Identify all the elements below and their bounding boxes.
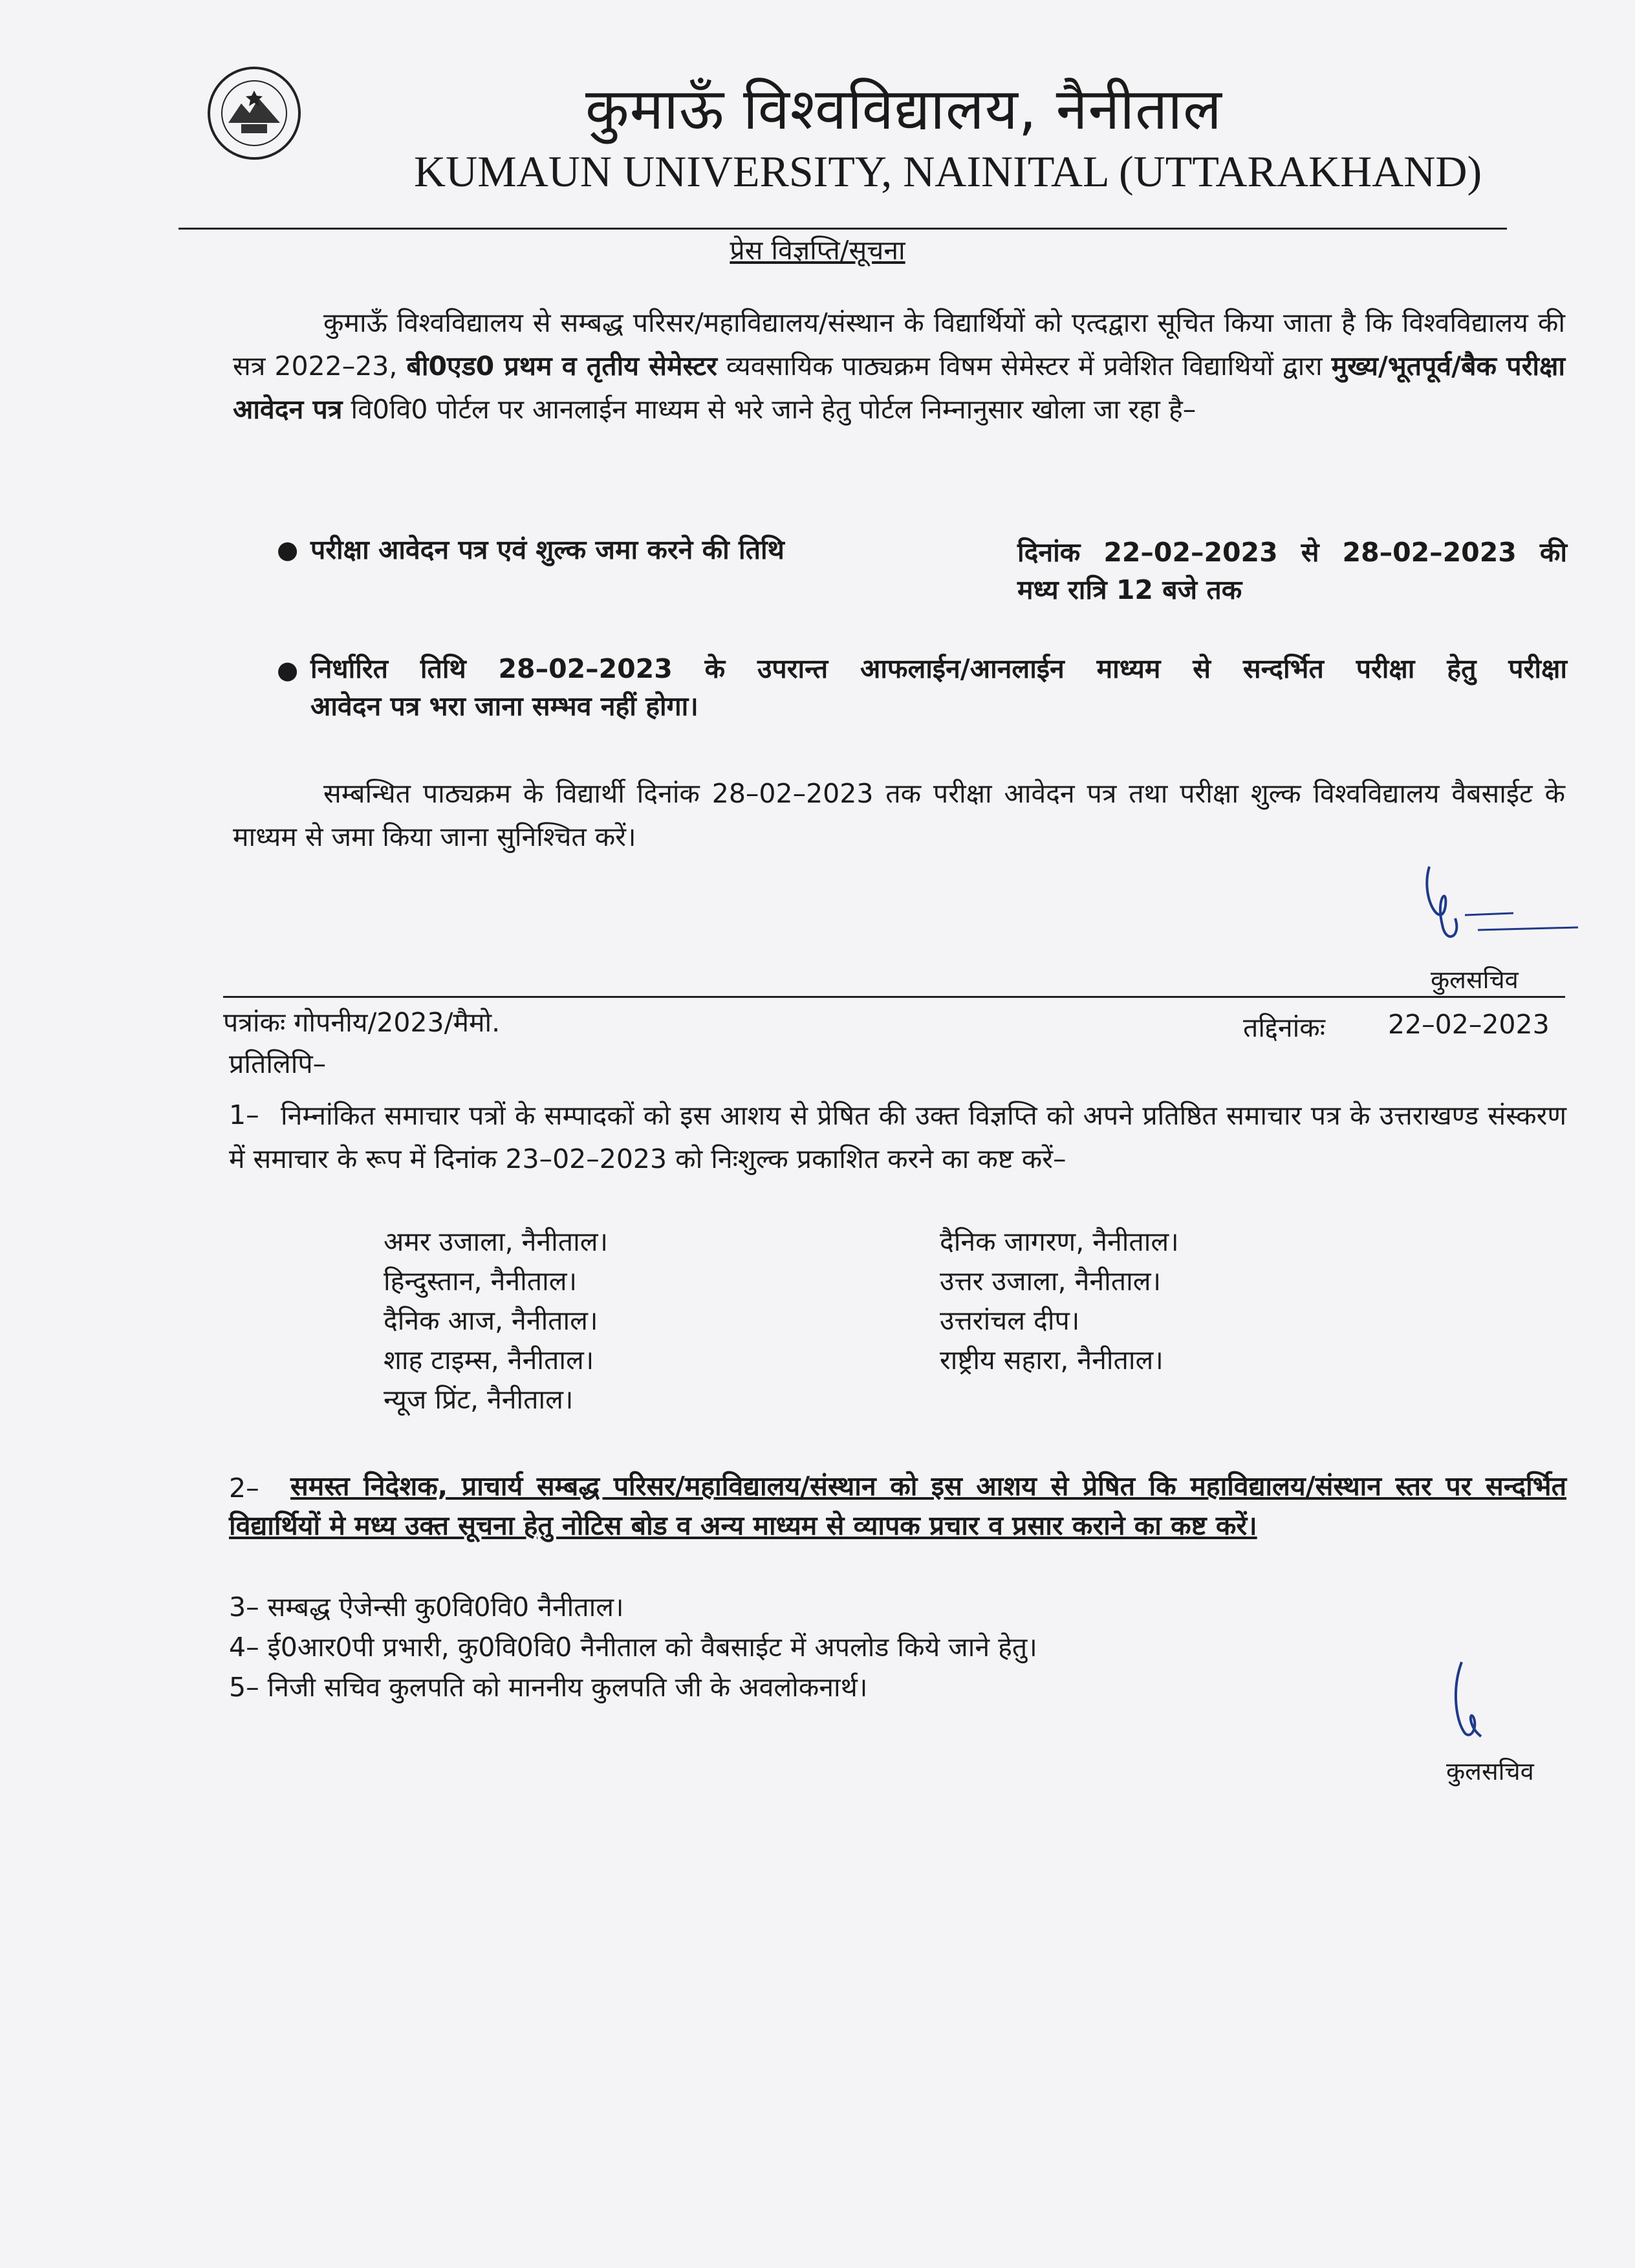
list-item: शाह टाइम्स, नैनीताल।: [384, 1345, 594, 1376]
copy-item-5: 5– निजी सचिव कुलपति को माननीय कुलपति जी के अवलोकनार्थ।: [229, 1672, 868, 1703]
list-item: उत्तर उजाला, नैनीताल।: [940, 1266, 1162, 1297]
newspaper-list-left: [384, 1222, 608, 1420]
date-value: 22–02–2023: [1388, 1009, 1550, 1040]
letter-number: पत्रांकः गोपनीय/2023/मैमो.: [223, 1007, 501, 1038]
list-item: उत्तरांचल दीप।: [940, 1305, 1080, 1336]
bullet-2-line-1: निर्धारित तिथि 28–02–2023 के उपरान्त आफलाईन/आनलाईन माध्यम से सन्दर्भित परीक्षा हेतु परीक्षा: [310, 653, 1567, 684]
list-item: अमर उजाला, नैनीताल।: [384, 1226, 609, 1257]
university-name-english: KUMAUN UNIVERSITY, NAINITAL (UTTARAKHAND): [414, 147, 1482, 196]
signature-mark: [1416, 860, 1585, 960]
header-divider: [179, 228, 1507, 230]
copy-item-2-number: 2–: [229, 1473, 259, 1504]
copy-item-3: 3– सम्बद्ध ऐजेन्सी कु0वि0वि0 नैनीताल।: [229, 1592, 624, 1623]
copy-item-1-number: 1–: [229, 1099, 259, 1130]
intro-paragraph: कुमाऊँ विश्वविद्यालय से सम्बद्ध परिसर/महाविद्यालय/संस्थान के विद्यार्थियों को एत्दद्वारा सूचित किया जाता है कि विश्वविद्यालय की सत्र 2022–23, बी0एड0 प्रथम व तृतीय सेमेस्टर व्यवसायिक पाठ्यक्रम विषम सेमेस्टर में प्रवेशित विद्याथियों द्वारा मुख्य/भूतपूर्व/बैक परीक्षा आवेदन पत्र वि0वि0 पोर्टल पर आनलाईन माध्यम से भरे जाने हेतु पोर्टल निम्नानुसार खोला जा रहा है–: [233, 307, 1565, 425]
signatory-title: कुलसचिव: [1431, 966, 1519, 994]
date-label: तद्दिनांकः: [1243, 1012, 1325, 1043]
bullet-2-line-2: आवेदन पत्र भरा जाना सम्भव नहीं होगा।: [310, 691, 698, 722]
list-item: दैनिक जागरण, नैनीताल।: [940, 1226, 1179, 1257]
list-item: न्यूज प्रिंट, नैनीताल।: [384, 1384, 574, 1415]
university-seal-icon: [206, 65, 303, 162]
newspaper-list-right: [940, 1222, 1179, 1380]
copy-item-2-text: समस्त निदेशक, प्राचार्य सम्बद्ध परिसर/महाविद्यालय/संस्थान को इस आशय से प्रेषित कि महाविद्यालय/संस्थान स्तर पर सन्दर्भित विद्यार्थियों मे मध्य उक्त सूचना हेतु नोटिस बोड व अन्य माध्यम से व्यापक प्रचार व प्रसार कराने का कष्ट करें।: [229, 1471, 1566, 1541]
signatory-title: कुलसचिव: [1446, 1757, 1534, 1786]
list-item: दैनिक आज, नैनीताल।: [384, 1305, 598, 1336]
bullet-icon: ●: [277, 535, 299, 564]
bullet-1-label: परीक्षा आवेदन पत्र एवं शुल्क जमा करने की तिथि: [310, 534, 785, 565]
section-divider: [223, 996, 1565, 998]
bullet-icon: ●: [277, 656, 299, 684]
list-item: हिन्दुस्तान, नैनीताल।: [384, 1266, 578, 1297]
bullet-1-date-note: मध्य रात्रि 12 बजे तक: [1017, 574, 1242, 605]
university-name-hindi: कुमाऊँ विश्वविद्यालय, नैनीताल: [585, 76, 1222, 142]
closing-paragraph: सम्बन्धित पाठ्यक्रम के विद्यार्थी दिनांक 28–02–2023 तक परीक्षा आवेदन पत्र तथा परीक्षा शुल्क विश्वविद्यालय वैबसाईट के माध्यम से जमा किया जाना सुनिश्चित करें।: [233, 778, 1565, 852]
list-item: राष्ट्रीय सहारा, नैनीताल।: [940, 1345, 1164, 1376]
bullet-1-date-range: दिनांक 22–02–2023 से 28–02–2023 की: [1017, 537, 1567, 568]
copy-heading: प्रतिलिपि–: [229, 1048, 327, 1079]
copy-item-4: 4– ई0आर0पी प्रभारी, कु0वि0वि0 नैनीताल को वैबसाईट में अपलोड किये जाने हेतु।: [229, 1632, 1037, 1663]
signature-mark: [1442, 1656, 1520, 1762]
copy-item-1-text: निम्नांकित समाचार पत्रों के सम्पादकों को इस आशय से प्रेषित की उक्त विज्ञप्ति को अपने प्रतिष्ठित समाचार पत्र के उत्तराखण्ड संस्करण में समाचार के रूप में दिनांक 23–02–2023 को निःशुल्क प्रकाशित करने का कष्ट करें–: [229, 1100, 1566, 1174]
notice-subject: प्रेस विज्ञप्ति/सूचना: [730, 235, 905, 266]
